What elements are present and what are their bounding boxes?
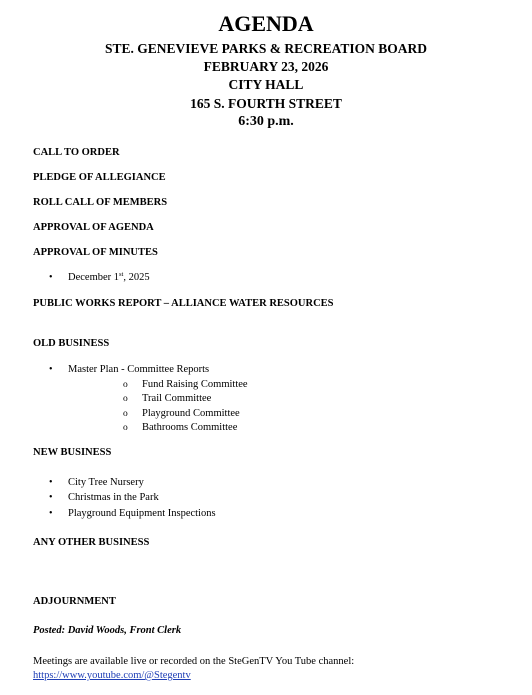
bullet-marker: • [49, 272, 53, 283]
committee-item: Playground Committee [142, 408, 240, 419]
section-pledge: PLEDGE OF ALLEGIANCE [33, 172, 166, 183]
bullet-marker: • [49, 508, 53, 519]
section-call-to-order: CALL TO ORDER [33, 147, 120, 158]
minutes-item [68, 271, 150, 285]
sub-bullet-marker: o [123, 380, 128, 390]
sub-bullet-marker: o [123, 423, 128, 433]
section-public-works: PUBLIC WORKS REPORT – ALLIANCE WATER RESOURCES [33, 298, 334, 309]
section-any-other-business: ANY OTHER BUSINESS [33, 537, 150, 548]
section-old-business: OLD BUSINESS [33, 338, 110, 349]
board-name: STE. GENEVIEVE PARKS & RECREATION BOARD [104, 41, 428, 56]
sub-bullet-marker: o [123, 394, 128, 404]
meeting-time: 6:30 p.m. [238, 114, 294, 129]
section-approval-minutes: APPROVAL OF MINUTES [33, 247, 158, 258]
committee-item: Fund Raising Committee [142, 379, 248, 390]
old-business-item: Master Plan - Committee Reports [68, 364, 210, 375]
youtube-channel-link[interactable]: https://www.youtube.com/@Stegentv [33, 670, 191, 681]
section-roll-call: ROLL CALL OF MEMBERS [33, 197, 168, 208]
minutes-item-month: December 1 [68, 272, 120, 283]
new-business-item: City Tree Nursery [68, 477, 144, 488]
meeting-date: FEBRUARY 23, 2026 [203, 59, 329, 74]
committee-item: Bathrooms Committee [142, 422, 238, 433]
meeting-address: 165 S. FOURTH STREET [190, 96, 342, 111]
section-adjournment: ADJOURNMENT [33, 596, 116, 607]
new-business-item: Playground Equipment Inspections [68, 508, 216, 519]
posted-by: Posted: David Woods, Front Clerk [33, 625, 182, 636]
section-new-business: NEW BUSINESS [33, 447, 112, 458]
bullet-marker: • [49, 492, 53, 503]
meetings-note: Meetings are available live or recorded on the SteGenTV You Tube channel: [33, 656, 355, 667]
bullet-marker: • [49, 477, 53, 488]
bullet-marker: • [49, 364, 53, 375]
meeting-venue: CITY HALL [228, 77, 304, 92]
new-business-item: Christmas in the Park [68, 492, 159, 503]
page-title: AGENDA [218, 11, 314, 36]
section-approval-agenda: APPROVAL OF AGENDA [33, 222, 154, 233]
committee-item: Trail Committee [142, 393, 212, 404]
minutes-item-year: , 2025 [123, 272, 150, 283]
sub-bullet-marker: o [123, 409, 128, 419]
minutes-item-ordinal: st [119, 271, 124, 278]
